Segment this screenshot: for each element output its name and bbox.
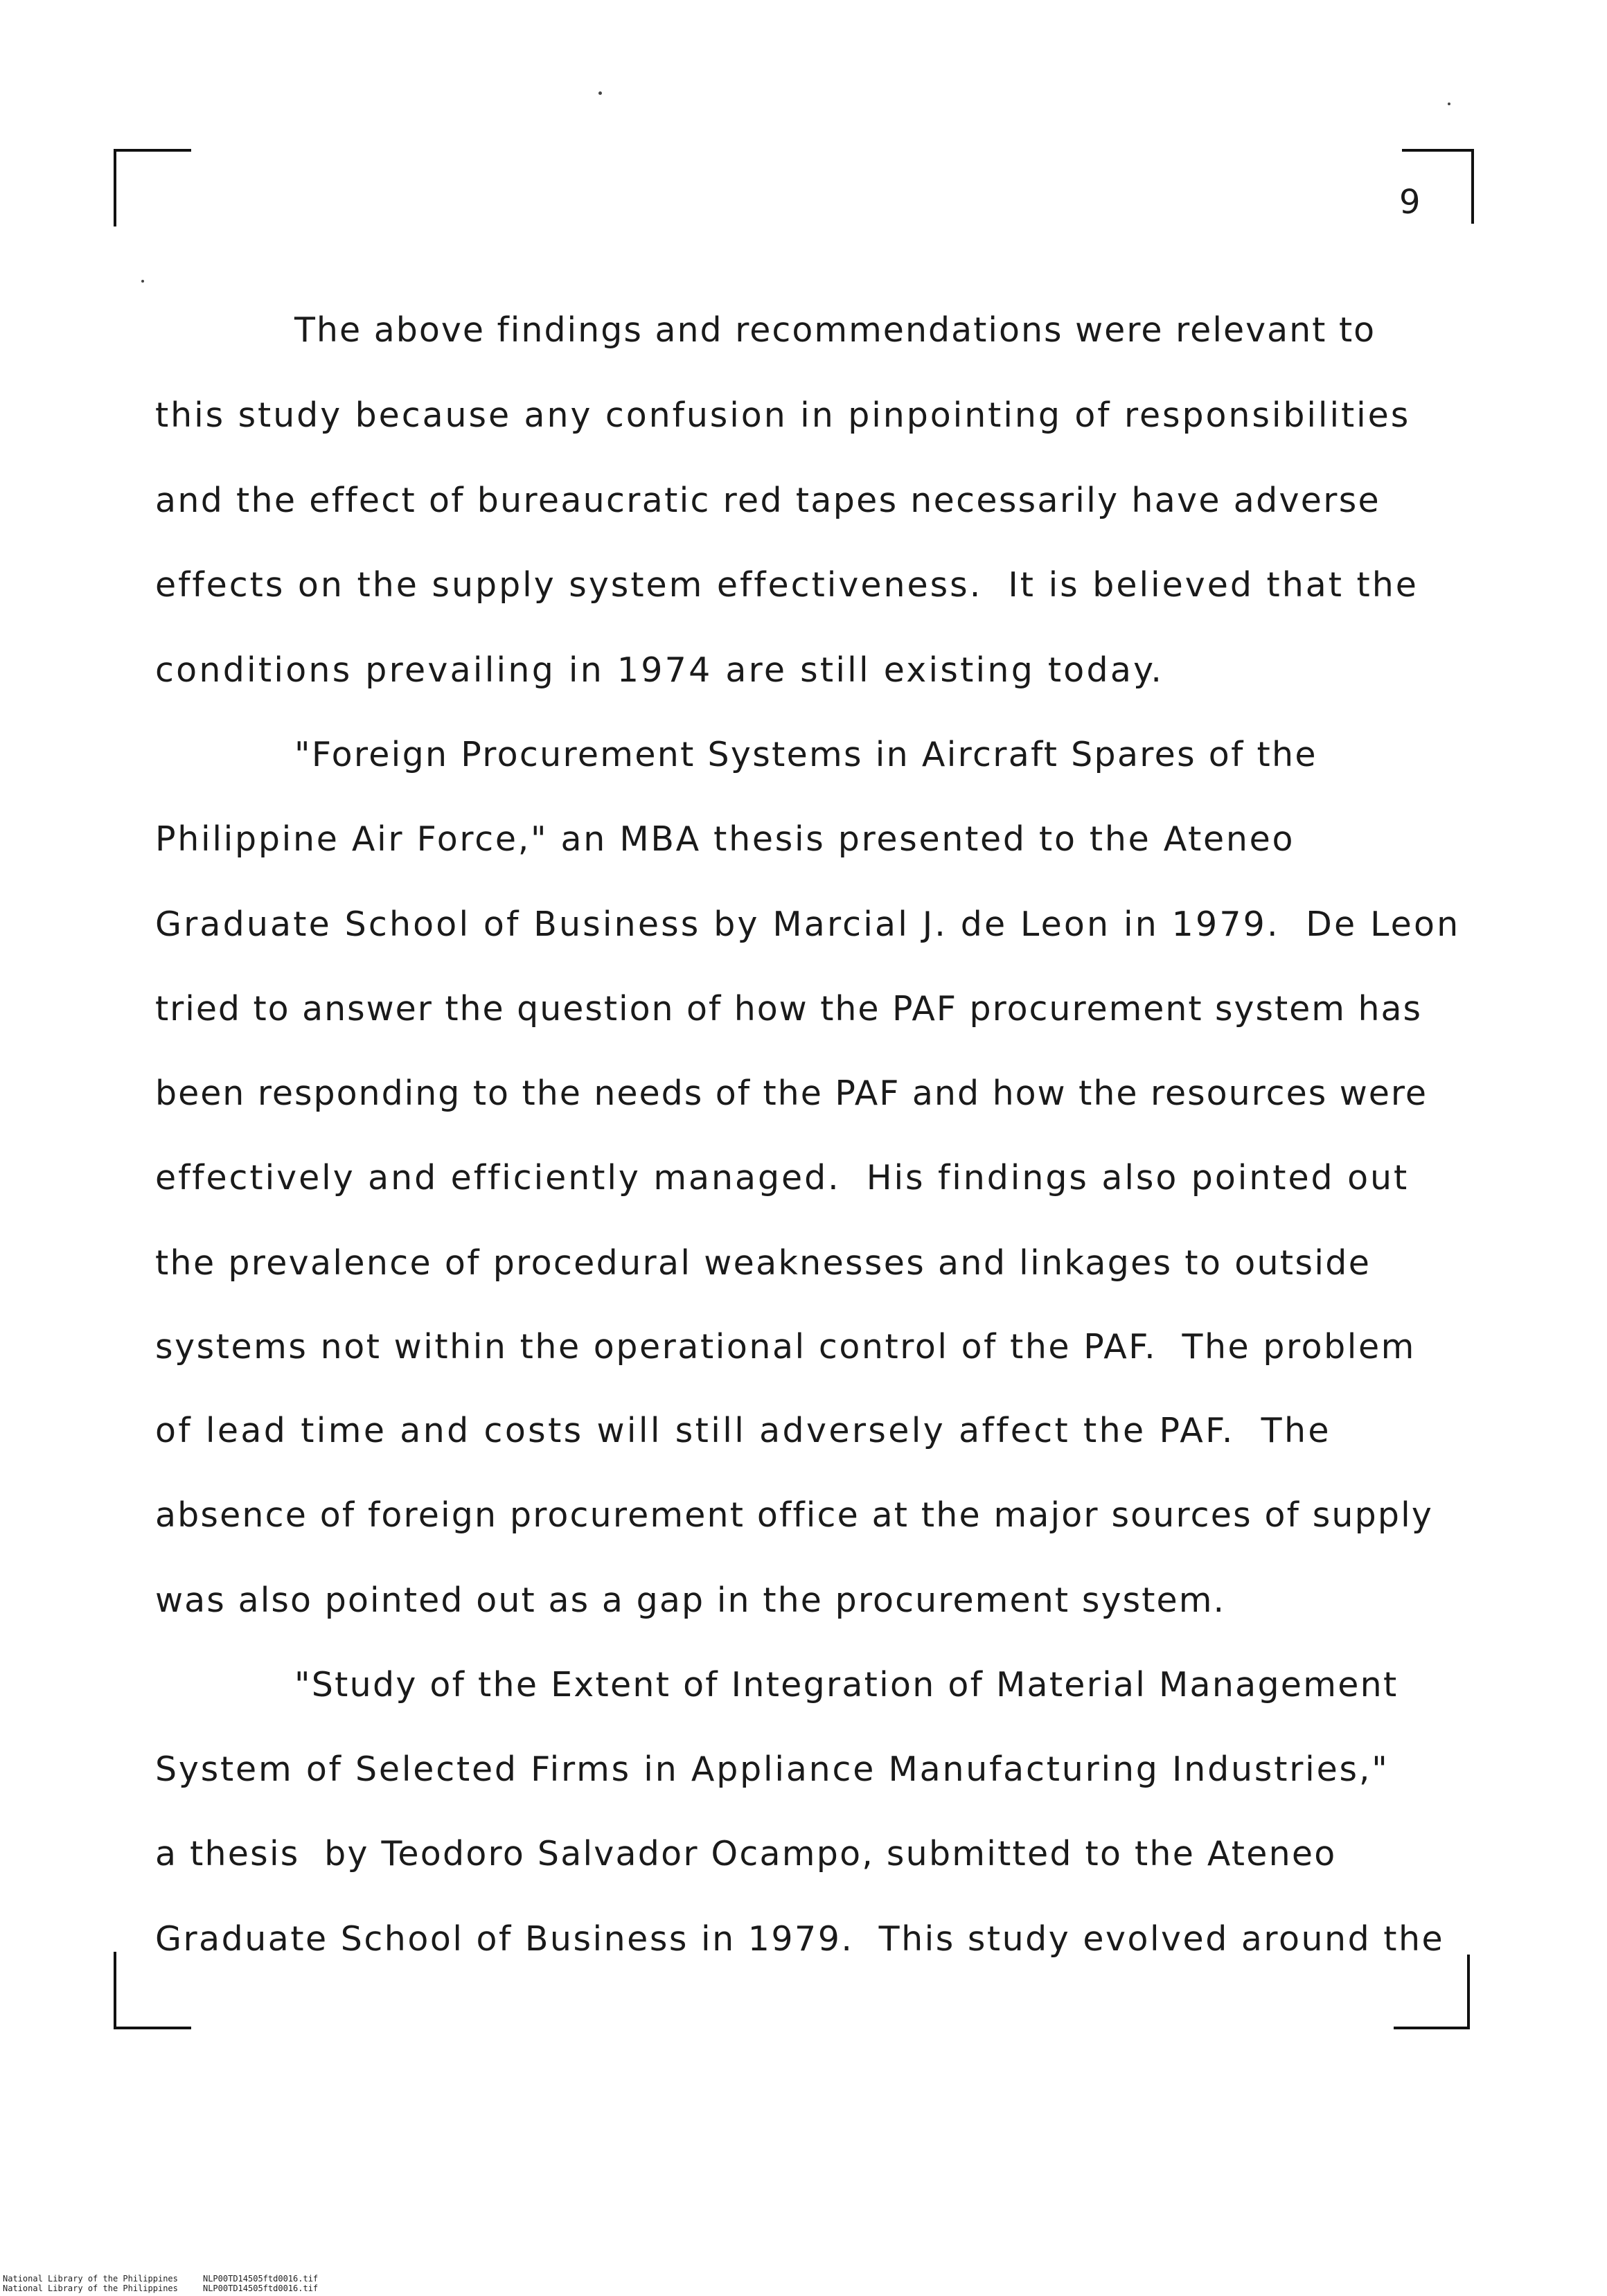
crop-mark-bottom-right-horizontal <box>1394 2027 1470 2029</box>
crop-mark-bottom-right-vertical <box>1467 1955 1470 2029</box>
scan-footer-line: National Library of the Philippines NLP00TD14505ftd0016.tif <box>3 2284 319 2293</box>
body-line: "Foreign Procurement Systems in Aircraft Spares of the <box>294 735 1317 774</box>
body-line: a thesis by Teodoro Salvador Ocampo, submitted to the Ateneo <box>155 1834 1337 1874</box>
body-line: this study because any confusion in pinpointing of responsibilities <box>155 395 1411 435</box>
body-line: Philippine Air Force," an MBA thesis presented to the Ateneo <box>155 819 1295 859</box>
body-line: been responding to the needs of the PAF and how the resources were <box>155 1074 1428 1113</box>
body-line: absence of foreign procurement office at the major sources of supply <box>155 1495 1434 1535</box>
body-line: was also pointed out as a gap in the procurement system. <box>155 1581 1226 1620</box>
crop-mark-bottom-left-vertical <box>114 1952 116 2029</box>
body-line: "Study of the Extent of Integration of Material Management <box>294 1665 1399 1705</box>
body-line: conditions prevailing in 1974 are still existing today. <box>155 650 1164 690</box>
body-line: Graduate School of Business in 1979. This study evolved around the <box>155 1919 1445 1959</box>
body-line: Graduate School of Business by Marcial J. de Leon in 1979. De Leon <box>155 905 1461 944</box>
scan-speck <box>1448 103 1450 105</box>
crop-mark-top-left-horizontal <box>114 149 191 152</box>
body-line: System of Selected Firms in Appliance Manufacturing Industries," <box>155 1750 1390 1789</box>
scan-speck <box>141 280 144 283</box>
body-line: and the effect of bureaucratic red tapes necessarily have adverse <box>155 481 1381 520</box>
body-line: tried to answer the question of how the PAF procurement system has <box>155 989 1422 1029</box>
crop-mark-bottom-left-horizontal <box>114 2027 191 2029</box>
page-number: 9 <box>1399 183 1421 222</box>
body-line: of lead time and costs will still adversely affect the PAF. The <box>155 1411 1331 1450</box>
crop-mark-top-right-horizontal <box>1402 149 1474 152</box>
body-line: effectively and efficiently managed. His findings also pointed out <box>155 1158 1410 1198</box>
crop-mark-top-right-vertical <box>1471 149 1474 224</box>
body-line: the prevalence of procedural weaknesses and linkages to outside <box>155 1243 1371 1283</box>
body-line: effects on the supply system effectiveness. It is believed that the <box>155 565 1419 605</box>
scan-speck <box>598 91 602 95</box>
crop-mark-top-left-vertical <box>114 149 116 226</box>
body-line: The above findings and recommendations were relevant to <box>294 310 1376 350</box>
body-line: systems not within the operational control of the PAF. The problem <box>155 1327 1416 1367</box>
scan-footer-line: National Library of the Philippines NLP00TD14505ftd0016.tif <box>3 2274 319 2284</box>
